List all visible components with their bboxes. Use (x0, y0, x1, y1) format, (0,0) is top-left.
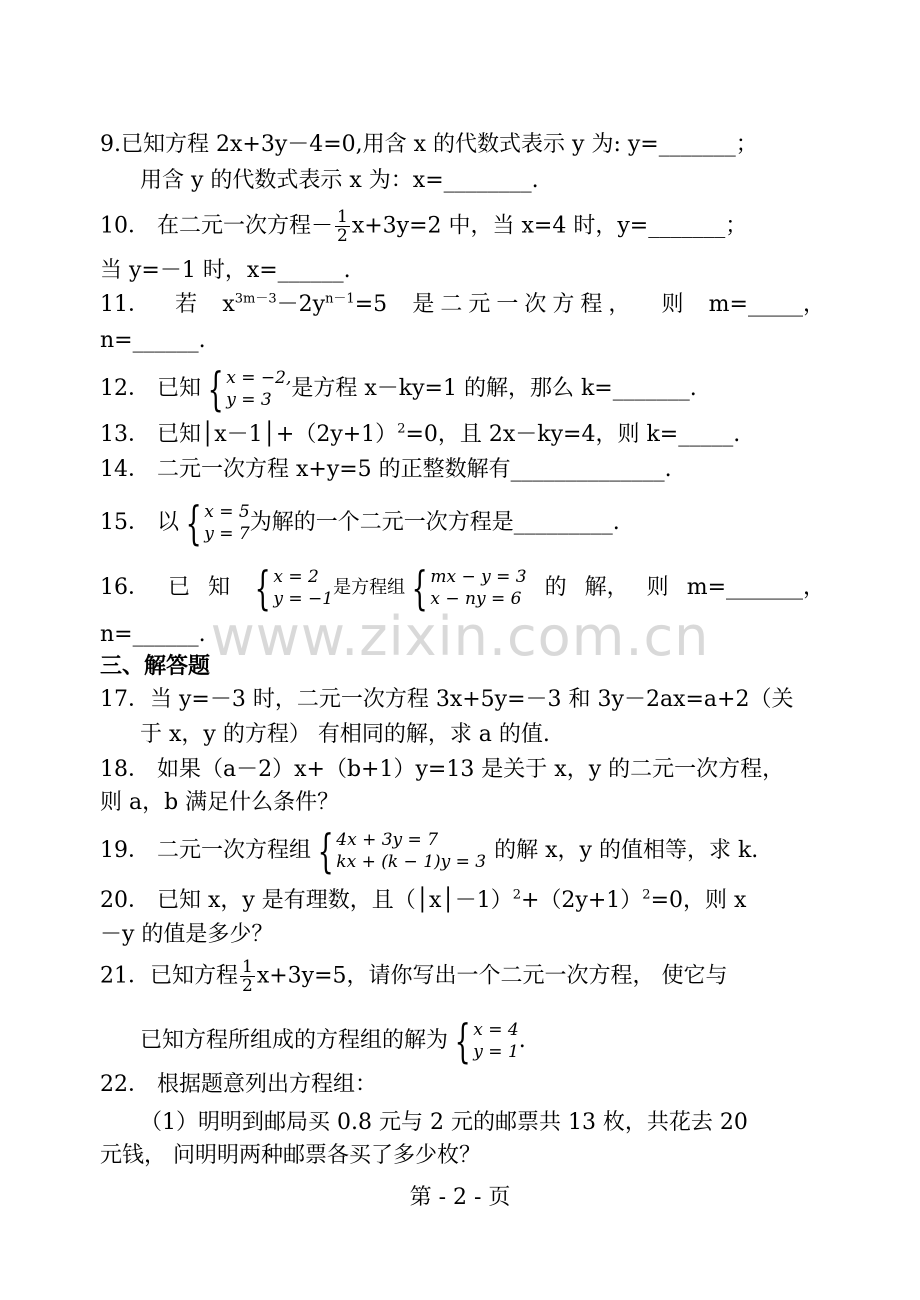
q15-pre: 15． 以 (100, 510, 179, 535)
q15-system (179, 496, 250, 550)
q21-pre: 21．已知方程 (100, 963, 238, 989)
left-brace-icon: { (454, 1014, 471, 1068)
q11-exp-1: 3m－3 (234, 291, 277, 307)
q16-mid: 是方程组 (333, 577, 406, 598)
q21-frac-num: 1 (242, 957, 253, 977)
q20-post: =0，则 x (650, 888, 747, 913)
q16-eq4: x − ny = 6 (430, 589, 522, 609)
q15-eq1: x = 5 (204, 502, 250, 522)
q16-word-3: 的 (544, 575, 567, 600)
section-heading: 三、解答题 (100, 654, 211, 679)
q17-line2: 于 x，y 的方程） 有相同的解，求 a 的值. (140, 722, 550, 747)
q10-frac-num: 1 (337, 207, 348, 227)
q12-system (201, 362, 292, 416)
q10-pre: 10． 在二元一次方程－ (100, 213, 333, 239)
q19-eq1: 4x + 3y = 7 (336, 830, 439, 850)
q19-post: 的解 x，y 的值相等，求 k. (494, 838, 759, 863)
left-brace-icon: { (185, 496, 202, 550)
q13-pre: 13． 已知│x－1│+（2y+1） (100, 422, 398, 447)
q17-line1: 17．当 y=－3 时，二元一次方程 3x+5y=－3 和 3y－2ax=a+2（关 (100, 687, 794, 712)
q12-post: 是方程 x－ky=1 的解，那么 k=_______. (291, 376, 697, 401)
q11-line1 (100, 290, 825, 320)
left-brace-icon: { (207, 362, 224, 416)
q16-eq1: x = 2 (273, 567, 319, 587)
q16-blank-m: m=_______， (686, 575, 825, 600)
q20-line2: －y 的值是多少？ (100, 922, 274, 947)
q16-word-4: 解， (584, 575, 629, 600)
q10-post: x+3y=2 中，当 x=4 时，y=_______； (351, 213, 748, 239)
q21-line2-post: . (518, 1028, 526, 1053)
q20-exp-1: 2 (512, 887, 521, 903)
q21-post: x+3y=5，请你写出一个二元一次方程， 使它与 (256, 963, 728, 989)
q11-expr-x: x (222, 292, 235, 317)
q22-line1: 22． 根据题意列出方程组： (100, 1072, 377, 1097)
q13-post: =0，且 2x－ky=4，则 k=_____. (405, 422, 741, 447)
q12-eq1: x = −2, (226, 368, 292, 388)
q21-line1 (100, 958, 825, 995)
q16-number: 16． (100, 575, 150, 600)
q15-post: 为解的一个二元一次方程是_________. (249, 510, 620, 535)
q10-fraction (335, 208, 350, 245)
q21-line2-pre: 已知方程所组成的方程组的解为 (140, 1028, 449, 1053)
q12-pre: 12． 已知 (100, 376, 201, 401)
q21-eq2: y = 1 (473, 1042, 519, 1062)
q21-eq1: x = 4 (473, 1020, 519, 1040)
q16-systems (248, 561, 527, 615)
q20-pre: 20． 已知 x，y 是有理数，且（│x│－1） (100, 888, 513, 913)
q16-eq3: mx − y = 3 (430, 567, 527, 587)
q11-expr-y: －2y (276, 292, 326, 317)
q15-line (100, 496, 825, 550)
q16-equation-system (405, 561, 527, 615)
q16-eq2: y = −1 (273, 589, 334, 609)
q9-line2: 用含 y 的代数式表示 x 为：x=________. (140, 168, 539, 193)
page-number: 第 - 2 - 页 (409, 1185, 511, 1210)
q22-line3: 元钱， 问明明两种邮票各买了多少枚？ (100, 1143, 481, 1168)
q19-eq2: kx + (k − 1)y = 3 (336, 852, 487, 872)
q11-exp-2: n－1 (325, 291, 355, 307)
q16-word-2: 知 (208, 575, 231, 600)
q22-line2: （1）明明到邮局买 0.8 元与 2 元的邮票共 13 枚，共花去 20 (140, 1110, 748, 1135)
q12-eq2: y = 3 (226, 390, 272, 410)
q18-line2: 则 a，b 满足什么条件？ (100, 790, 340, 815)
q16-solution-system (248, 561, 334, 615)
q16-word-1: 已 (168, 575, 191, 600)
q11-statement: 是二元一次方程， (412, 292, 637, 317)
watermark: www.zixin.com.cn (210, 605, 710, 668)
q21-line2 (140, 1014, 865, 1068)
left-brace-icon: { (411, 561, 428, 615)
q18-line1: 18． 如果（a－2）x+（b+1）y=13 是关于 x，y 的二元一次方程， (100, 757, 785, 782)
q21-system (448, 1014, 519, 1068)
q11-word-ze: 则 (661, 292, 684, 317)
q20-exp-2: 2 (642, 887, 651, 903)
q21-frac-den: 2 (242, 976, 253, 996)
q16-line1 (100, 561, 825, 615)
q14-line: 14． 二元一次方程 x+y=5 的正整数解有______________. (100, 457, 672, 482)
q10-line1 (100, 208, 825, 245)
q19-line (100, 824, 825, 878)
left-brace-icon: { (254, 561, 271, 615)
q19-system (311, 824, 487, 878)
q12-line (100, 362, 825, 416)
q11-number: 11． (100, 292, 150, 317)
q16-word-5: 则 (646, 575, 669, 600)
q10-frac-den: 2 (337, 226, 348, 246)
q15-eq2: y = 7 (204, 524, 250, 544)
q10-line2: 当 y=－1 时，x=______. (100, 258, 351, 283)
q13-line (100, 420, 825, 450)
q16-line2: n=______. (100, 622, 206, 647)
q20-line1 (100, 886, 825, 916)
q9-line1: 9.已知方程 2x+3y－4=0,用含 x 的代数式表示 y 为: y=_______； (100, 132, 758, 157)
q11-line2: n=______. (100, 328, 206, 353)
q20-mid: +（2y+1） (521, 888, 643, 913)
q11-expr-eq: =5 (354, 292, 388, 317)
left-brace-icon: { (317, 824, 334, 878)
q11-word-ruo: 若 (175, 292, 198, 317)
q13-exp: 2 (397, 421, 406, 437)
q11-expression (222, 290, 387, 320)
q21-fraction (240, 958, 255, 995)
q19-pre: 19． 二元一次方程组 (100, 838, 311, 863)
q11-blank-m: m=_____， (708, 292, 825, 317)
